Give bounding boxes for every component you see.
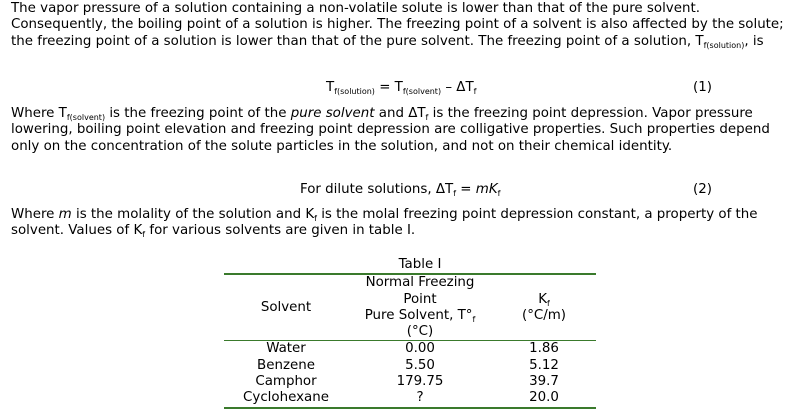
header-solvent: Solvent: [224, 274, 348, 341]
cell-freezing-point: ?: [348, 390, 492, 407]
cell-kf: 39.7: [529, 374, 559, 390]
definition-paragraph: Where $T_{f(solvent)}$ is the freezing point of the pure solvent and $\Delta T_f$ is the freezing point depression. Vapor pressure lowering, boiling point elevation and freezing point depression are colligative properties. Such properties depend only on the concentration of the solute particles in the solution, and not on their chemical identity.: [11, 106, 770, 154]
header-freezing-point: Normal Freezing Point Pure Solvent, $T^\circ_f$ (°C): [348, 274, 492, 341]
cell-freezing-point: 179.75: [396, 374, 444, 390]
cell-solvent: Water: [224, 341, 348, 358]
cell-solvent: Camphor: [255, 374, 317, 390]
equation-2: For dilute solutions, $\Delta T_f = mK_f$: [300, 182, 501, 198]
molality-paragraph: Where m is the molality of the solution and $K_f$ is the molal freezing point depression constant, a property of the solvent. Values of $K_f$ for various solvents are given in table I.: [11, 207, 758, 240]
table-caption: Table I: [398, 257, 442, 272]
cell-solvent: Cyclohexane: [224, 390, 348, 407]
cell-kf: 5.12: [529, 357, 559, 373]
cell-solvent: Benzene: [257, 357, 315, 373]
table-row: [224, 358, 596, 374]
table-row: [224, 390, 596, 407]
cell-kf: 20.0: [492, 390, 596, 407]
table-row: [224, 341, 596, 358]
table-row: [224, 374, 596, 390]
cell-kf: 1.86: [492, 341, 596, 358]
cell-freezing-point: 5.50: [405, 357, 435, 373]
intro-paragraph: The vapor pressure of a solution containing a non-volatile solute is lower than that of the pure solvent. Consequently, the boiling point of a solution is higher. The freezing point of a solvent is also affected by the solute; the freezing point of a solution is lower than that of the pure solvent. The freezing point of a solution, $T_{f(solution)}$, is: [11, 1, 784, 50]
cell-freezing-point: 0.00: [348, 341, 492, 358]
equation-1-number: (1): [693, 80, 712, 95]
header-kf: $K_f$ (°C/m): [492, 274, 596, 341]
freezing-point-table: [224, 257, 596, 409]
equation-1: $T_{f(solution)} = T_{f(solvent)} - \Delta T_f$: [326, 80, 477, 96]
equation-2-number: (2): [693, 182, 712, 197]
